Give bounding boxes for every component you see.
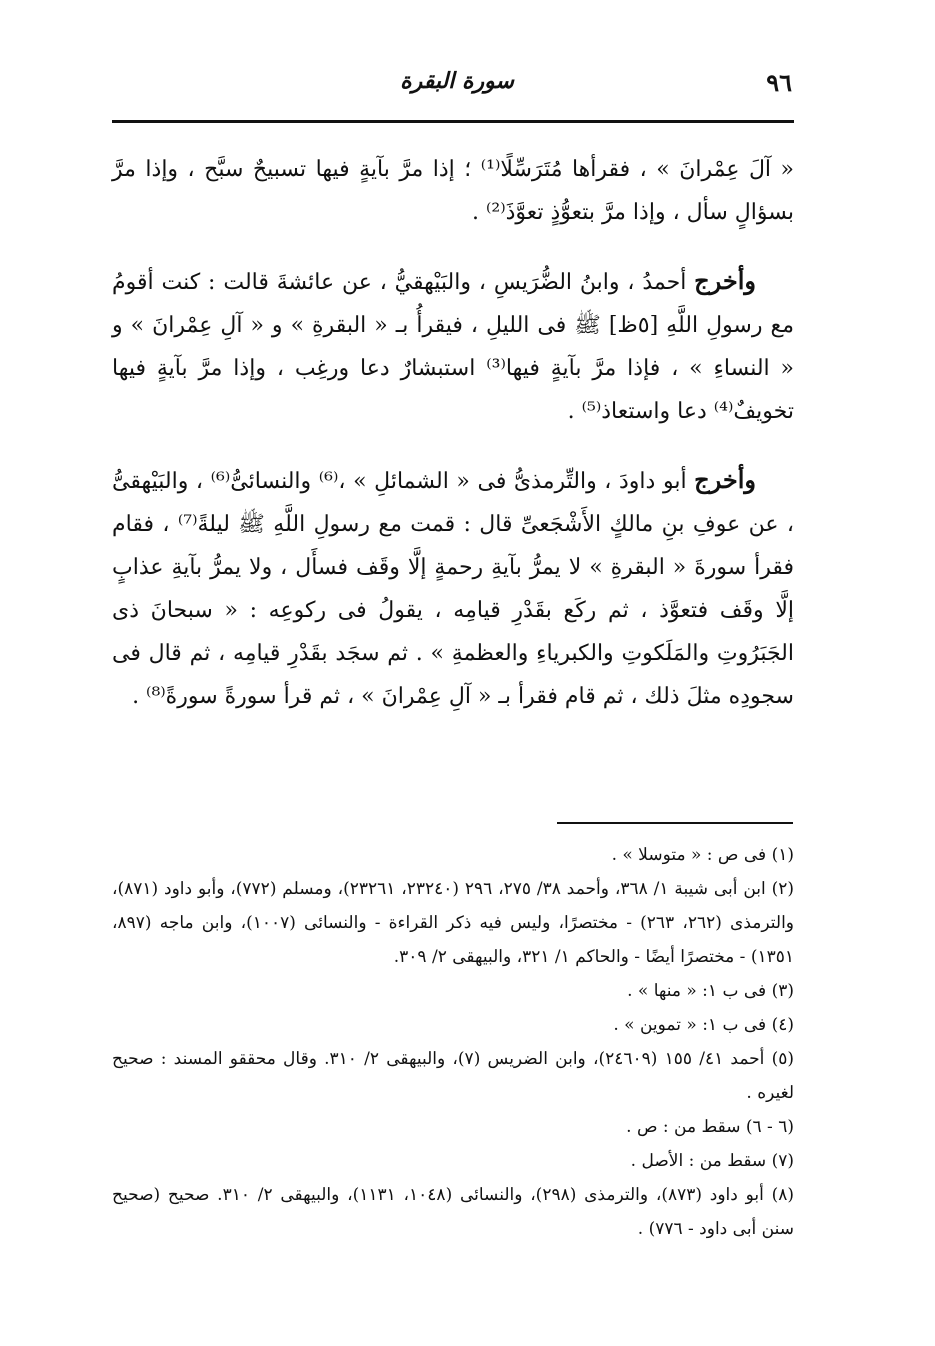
paragraph-2 [112,259,794,433]
footnote-2: (٢) ابن أبى شيبة ١/ ٣٦٨، وأحمد ٣٨/ ٢٧٥، ٢٩٦ (٢٣٢٤٠، ٢٣٢٦١)، ومسلم (٧٧٢)، وأبو داود (٨٧١)، والترمذى (٢٦٢، ٢٦٣) - مختصرًا، وليس فيه ذكر القراءة - والنسائى (١٠٠٧)، وابن ماجه (٨٩٧، ١٣٥١) - مختصرًا أيضًا - والحاكم ١/ ٣٢١، والبيهقى ٢/ ٣٠٩. [112,879,795,967]
footnote-1: (١) فى ص : « متوسلا » . [611,845,794,865]
paragraph-lead: وأخرج [694,266,756,295]
paragraph-3 [112,458,794,718]
main-text [112,148,794,743]
footnote-5: (٥) أحمد ٤١/ ١٥٥ (٢٤٦٠٩)، وابن الضريس (٧)، والبيهقى ٢/ ٣١٠. وقال محققو المسند : صحيح لغيره . [112,1049,795,1103]
paragraph-lead: وأخرج [694,465,756,494]
running-title: سورة البقرة [400,68,514,94]
footnote-6: (٦ - ٦) سقط من : ص . [626,1117,794,1137]
footnote-3: (٣) فى ب ١: « منها » . [627,981,794,1001]
paragraph-text: أحمدُ ، وابنُ الضُّرَيسِ ، والبَيْهقيُّ ، عن عائشةَ قالت : كنت أقومُ مع رسولِ اللَّهِ [٥ظ] ﷺ فى الليلِ ، فيقرأُ بـ « البقرةِ » و « آلِ عِمْرانَ » و « النساءِ » ، فإذا مرَّ بآيةٍ فيها⁽³⁾ استبشارٌ دعا ورغِب ، وإذا مرَّ بآيةٍ فيها تخويفٌ⁽⁴⁾ دعا واستعاذ⁽⁵⁾ . [112,270,794,424]
footnotes [112,838,794,1246]
paragraph-text: أبو داودَ ، والتِّرمذىُّ فى « الشمائلِ » ،⁽⁶⁾ والنسائىُّ⁽⁶⁾ ، والبَيْهقىُّ ، عن عوفِ بنِ مالكٍ الأَشْجَعىِّ قال : قمت مع رسولِ اللَّهِ ﷺ ليلةً⁽⁷⁾ ، فقام فقرأ سورةَ « البقرةِ » لا يمرُّ بآيةِ رحمةٍ إلَّا وقَف فسأَل ، ولا يمرُّ بآيةِ عذابٍ إلَّا وقَف فتعوَّذ ، ثم ركَع بقَدْرِ قيامِه ، يقولُ فى ركوعِه : « سبحانَ ذى الجَبَرُوتِ والمَلَكوتِ والكبرياءِ والعظمةِ » . ثم سجَد بقَدْرِ قيامِه ، ثم قال فى سجودِه مثلَ ذلك ، ثم قام فقرأ بـ « آلِ عِمْرانَ » ، ثم قرأ سورةً سورةً⁽⁸⁾ . [112,469,794,709]
footnote-8: (٨) أبو داود (٨٧٣)، والترمذى (٢٩٨)، والنسائى (١٠٤٨، ١١٣١)، والبيهقى ٢/ ٣١٠. صحيح (صحيح سنن أبى داود - ٧٧٦) . [112,1185,795,1239]
footnote-4: (٤) فى ب ١: « تموين » . [613,1015,794,1035]
paragraph-1 [112,148,794,234]
header-rule [112,120,794,123]
paragraph-text: « آلَ عِمْرانَ » ، فقرأها مُتَرَسِّلًا⁽¹⁾ ؛ إذا مرَّ بآيةٍ فيها تسبيحٌ سبَّح ، وإذا مرَّ بسؤالٍ سأل ، وإذا مرَّ بتعوُّذٍ تعوَّذَ⁽²⁾ . [112,157,794,225]
footnote-7: (٧) سقط من : الأصل . [630,1151,794,1171]
page-header [112,62,792,106]
page-number: ٩٦ [766,68,792,97]
footnote-separator [557,822,793,824]
